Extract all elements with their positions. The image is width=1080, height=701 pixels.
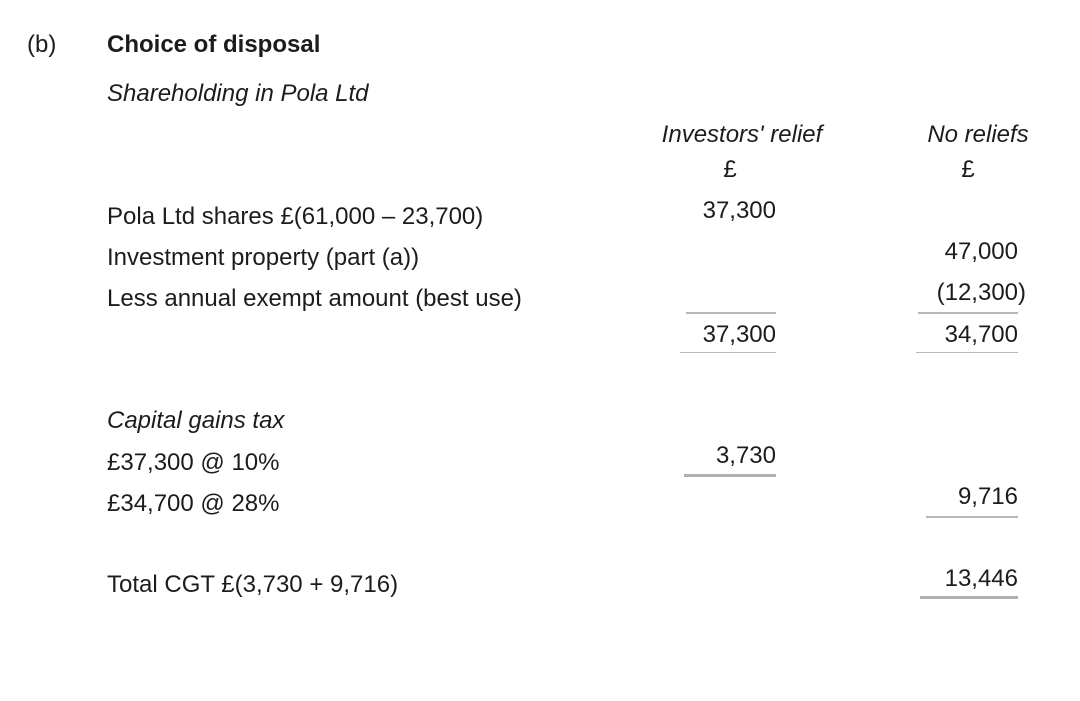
column-header-investors-relief: Investors' relief xyxy=(661,121,823,148)
gains-total-col2: 34,700 xyxy=(944,321,1018,348)
column-unit-investors-relief: £ xyxy=(723,156,737,183)
column-unit-no-reliefs: £ xyxy=(961,156,975,183)
subtotal-rule-col1 xyxy=(686,312,776,314)
total-cgt-value: 13,446 xyxy=(944,565,1018,592)
gain-row-label: Pola Ltd shares £(61,000 – 23,700) xyxy=(107,203,484,230)
gain-row-value-col2: 47,000 xyxy=(944,238,1018,265)
cgt-row-label: £37,300 @ 10% xyxy=(107,449,280,476)
cgt-row-label: £34,700 @ 28% xyxy=(107,490,280,517)
total-cgt-rule xyxy=(920,596,1018,599)
cgt-row-value-col1: 3,730 xyxy=(715,442,776,469)
gain-row-label: Less annual exempt amount (best use) xyxy=(107,285,522,312)
cgt-row-value-col2: 9,716 xyxy=(957,483,1018,510)
total-rule-col2 xyxy=(916,352,1018,353)
gains-total-col1: 37,300 xyxy=(702,321,776,348)
section-subtitle: Shareholding in Pola Ltd xyxy=(107,80,369,107)
gain-row-value-col1: 37,300 xyxy=(702,197,776,224)
column-header-no-reliefs: No reliefs xyxy=(927,121,1029,148)
section-label: (b) xyxy=(27,31,57,58)
cgt-rule-col1 xyxy=(684,474,776,477)
cgt-rule-col2 xyxy=(926,516,1018,518)
cgt-heading: Capital gains tax xyxy=(107,407,285,434)
section-title: Choice of disposal xyxy=(107,31,321,58)
gain-row-label: Investment property (part (a)) xyxy=(107,244,420,271)
total-cgt-label: Total CGT £(3,730 + 9,716) xyxy=(107,571,399,598)
total-rule-col1 xyxy=(680,352,776,353)
subtotal-rule-col2 xyxy=(918,312,1018,314)
gain-row-value-col2: (12,300) xyxy=(936,279,1026,306)
